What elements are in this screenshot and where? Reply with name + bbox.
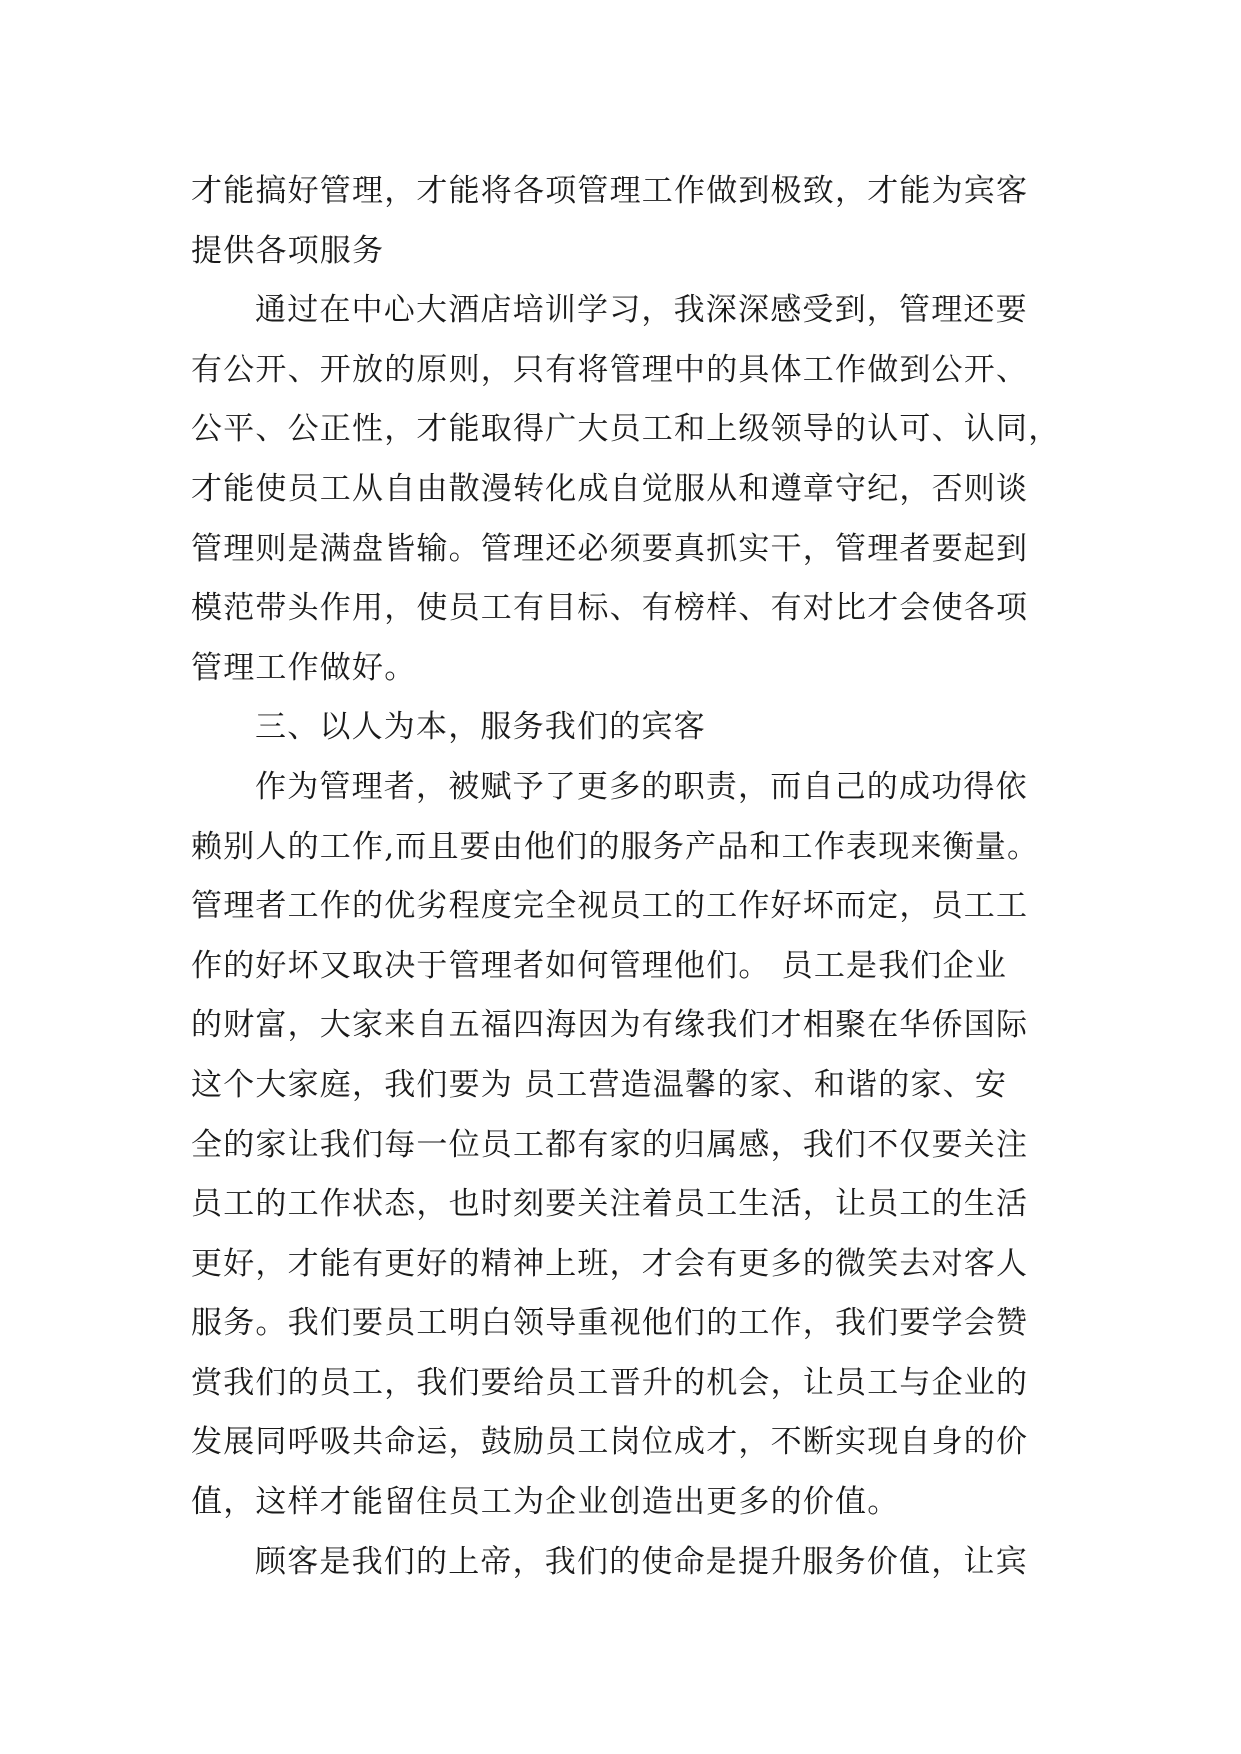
- text-line: 管理者工作的优劣程度完全视员工的工作好坏而定，员工工: [191, 888, 1029, 925]
- text-line: 管理则是满盘皆输。管理还必须要真抓实干，管理者要起到: [191, 530, 1029, 567]
- text-line: 三、以人为本，服务我们的宾客: [255, 709, 706, 746]
- document-body: [191, 162, 1061, 1592]
- text-line: 公平、公正性，才能取得广大员工和上级领导的认可、认同，: [191, 411, 1061, 448]
- text-line: 提供各项服务: [191, 232, 385, 269]
- text-line: 管理工作做好。: [191, 649, 417, 686]
- text-line: 才能搞好管理，才能将各项管理工作做到极致，才能为宾客: [191, 173, 1029, 209]
- text-line: 全的家让我们每一位员工都有家的归属感，我们不仅要关注: [191, 1126, 1029, 1163]
- text-line: 作为管理者，被赋予了更多的职责，而自己的成功得依: [255, 768, 1028, 805]
- text-line: 作的好坏又取决于管理者如何管理他们。 员工是我们企业: [191, 947, 1008, 984]
- text-line: 这个大家庭，我们要为 员工营造温馨的家、和谐的家、安: [191, 1066, 1008, 1103]
- text-line: 的财富，大家来自五福四海因为有缘我们才相聚在华侨国际: [191, 1007, 1029, 1044]
- text-line: 员工的工作状态，也时刻要关注着员工生活，让员工的生活: [191, 1186, 1029, 1223]
- text-line: 更好，才能有更好的精神上班，才会有更多的微笑去对客人: [191, 1245, 1029, 1282]
- text-line: 发展同呼吸共命运，鼓励员工岗位成才，不断实现自身的价: [191, 1424, 1029, 1461]
- text-line: 才能使员工从自由散漫转化成自觉服从和遵章守纪，否则谈: [191, 470, 1029, 507]
- text-line: 服务。我们要员工明白领导重视他们的工作，我们要学会赞: [191, 1305, 1029, 1342]
- text-line: 赏我们的员工，我们要给员工晋升的机会，让员工与企业的: [191, 1364, 1029, 1401]
- text-line: 赖别人的工作,而且要由他们的服务产品和工作表现来衡量。: [191, 828, 1040, 865]
- text-line: 有公开、开放的原则，只有将管理中的具体工作做到公开、: [191, 351, 1029, 388]
- text-line: 模范带头作用，使员工有目标、有榜样、有对比才会使各项: [191, 590, 1029, 627]
- text-line: 通过在中心大酒店培训学习，我深深感受到，管理还要: [255, 292, 1028, 329]
- text-line: 值，这样才能留住员工为企业创造出更多的价值。: [191, 1484, 900, 1521]
- text-line: 顾客是我们的上帝，我们的使命是提升服务价值，让宾: [255, 1543, 1028, 1580]
